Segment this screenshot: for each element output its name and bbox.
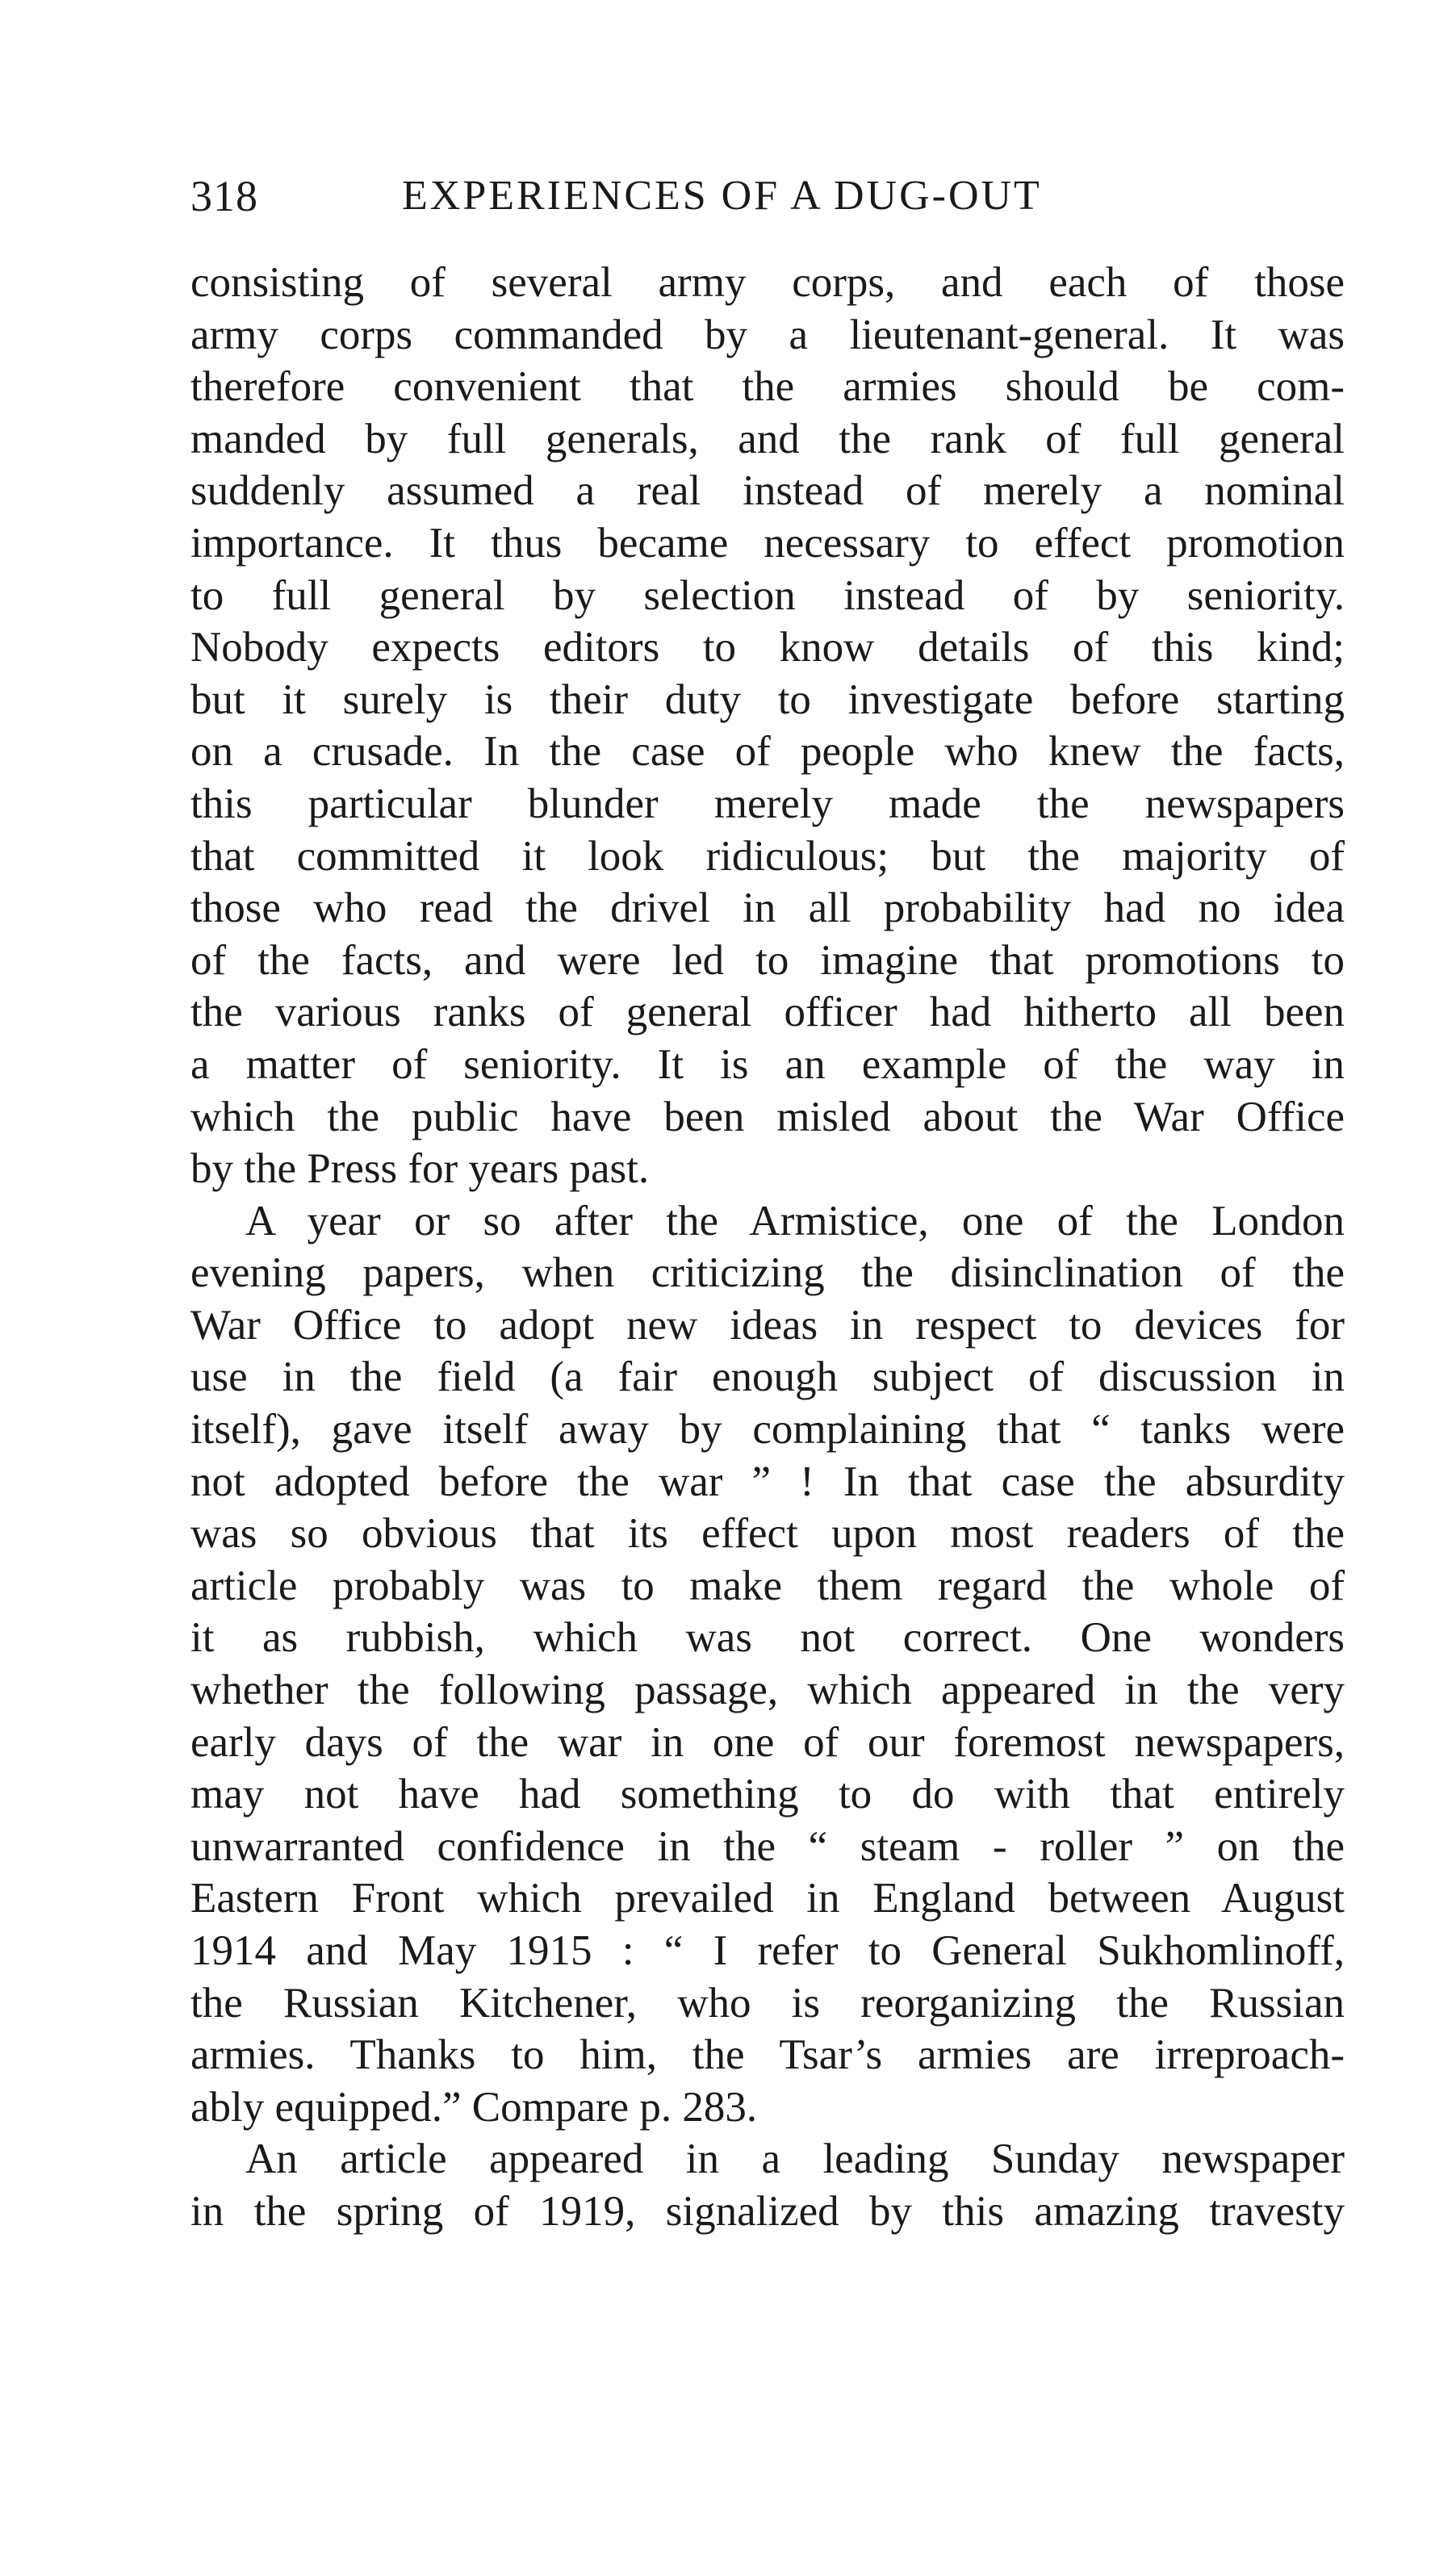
text-line: manded by full generals, and the rank of full general: [190, 415, 1345, 462]
text-line: not adopted before the war ” ! In that case the absurdity: [190, 1458, 1345, 1505]
text-line: therefore convenient that the armies should be com-: [190, 363, 1345, 411]
text-line: in the spring of 1919, signalized by this amazing travesty: [190, 2187, 1345, 2235]
running-head: [190, 168, 1345, 224]
text-line: suddenly assumed a real instead of merely a nominal: [190, 467, 1345, 515]
text-line: itself), gave itself away by complaining that “ tanks were: [190, 1406, 1345, 1454]
text-line: A year or so after the Armistice, one of the London: [245, 1197, 1345, 1245]
text-line: whether the following passage, which appeared in the very: [190, 1667, 1345, 1714]
text-line: armies. Thanks to him, the Tsar’s armies are irreproach-: [190, 2031, 1345, 2079]
text-line: Eastern Front which prevailed in England between August: [190, 1875, 1345, 1922]
text-line: was so obvious that its effect upon most readers of the: [190, 1510, 1345, 1558]
text-line: by the Press for years past.: [190, 1145, 650, 1193]
text-line: early days of the war in one of our foremost newspapers,: [190, 1718, 1345, 1766]
text-line: unwarranted confidence in the “ steam - roller ” on the: [190, 1822, 1345, 1870]
text-line: those who read the drivel in all probability had no idea: [190, 885, 1345, 932]
text-line: may not have had something to do with that entirely: [190, 1771, 1345, 1818]
text-line: ably equipped.” Compare p. 283.: [190, 2083, 758, 2131]
text-line: consisting of several army corps, and each of those: [190, 259, 1345, 306]
body-text: [190, 257, 1345, 2238]
page-number: 318: [190, 172, 258, 220]
text-line: that committed it look ridiculous; but the majority of: [190, 832, 1345, 880]
running-title: EXPERIENCES OF A DUG-OUT: [402, 173, 1042, 219]
text-line: this particular blunder merely made the newspapers: [190, 780, 1345, 827]
text-line: article probably was to make them regard the whole of: [190, 1562, 1345, 1609]
text-line: importance. It thus became necessary to effect promotion: [190, 519, 1345, 567]
text-line: 1914 and May 1915 : “ I refer to General Sukhomlinoff,: [190, 1927, 1345, 1974]
text-line: use in the field (a fair enough subject of discussion in: [190, 1353, 1345, 1401]
text-line: Nobody expects editors to know details of this kind;: [190, 624, 1345, 671]
text-line: of the facts, and were led to imagine that promotions to: [190, 936, 1345, 984]
text-line: to full general by selection instead of by seniority.: [190, 571, 1345, 619]
text-line: a matter of seniority. It is an example of the way in: [190, 1040, 1345, 1088]
text-line: evening papers, when criticizing the disinclination of the: [190, 1249, 1345, 1297]
text-line: An article appeared in a leading Sunday newspaper: [245, 2136, 1345, 2183]
text-line: it as rubbish, which was not correct. One wonders: [190, 1614, 1345, 1662]
text-line: on a crusade. In the case of people who knew the facts,: [190, 728, 1345, 776]
text-line: War Office to adopt new ideas in respect to devices for: [190, 1301, 1345, 1349]
text-line: the various ranks of general officer had hitherto all been: [190, 989, 1345, 1036]
text-line: but it surely is their duty to investigate before starting: [190, 676, 1345, 723]
text-line: the Russian Kitchener, who is reorganizing the Russian: [190, 1979, 1345, 2027]
text-line: which the public have been misled about the War Office: [190, 1093, 1345, 1140]
text-line: army corps commanded by a lieutenant-general. It was: [190, 311, 1345, 358]
